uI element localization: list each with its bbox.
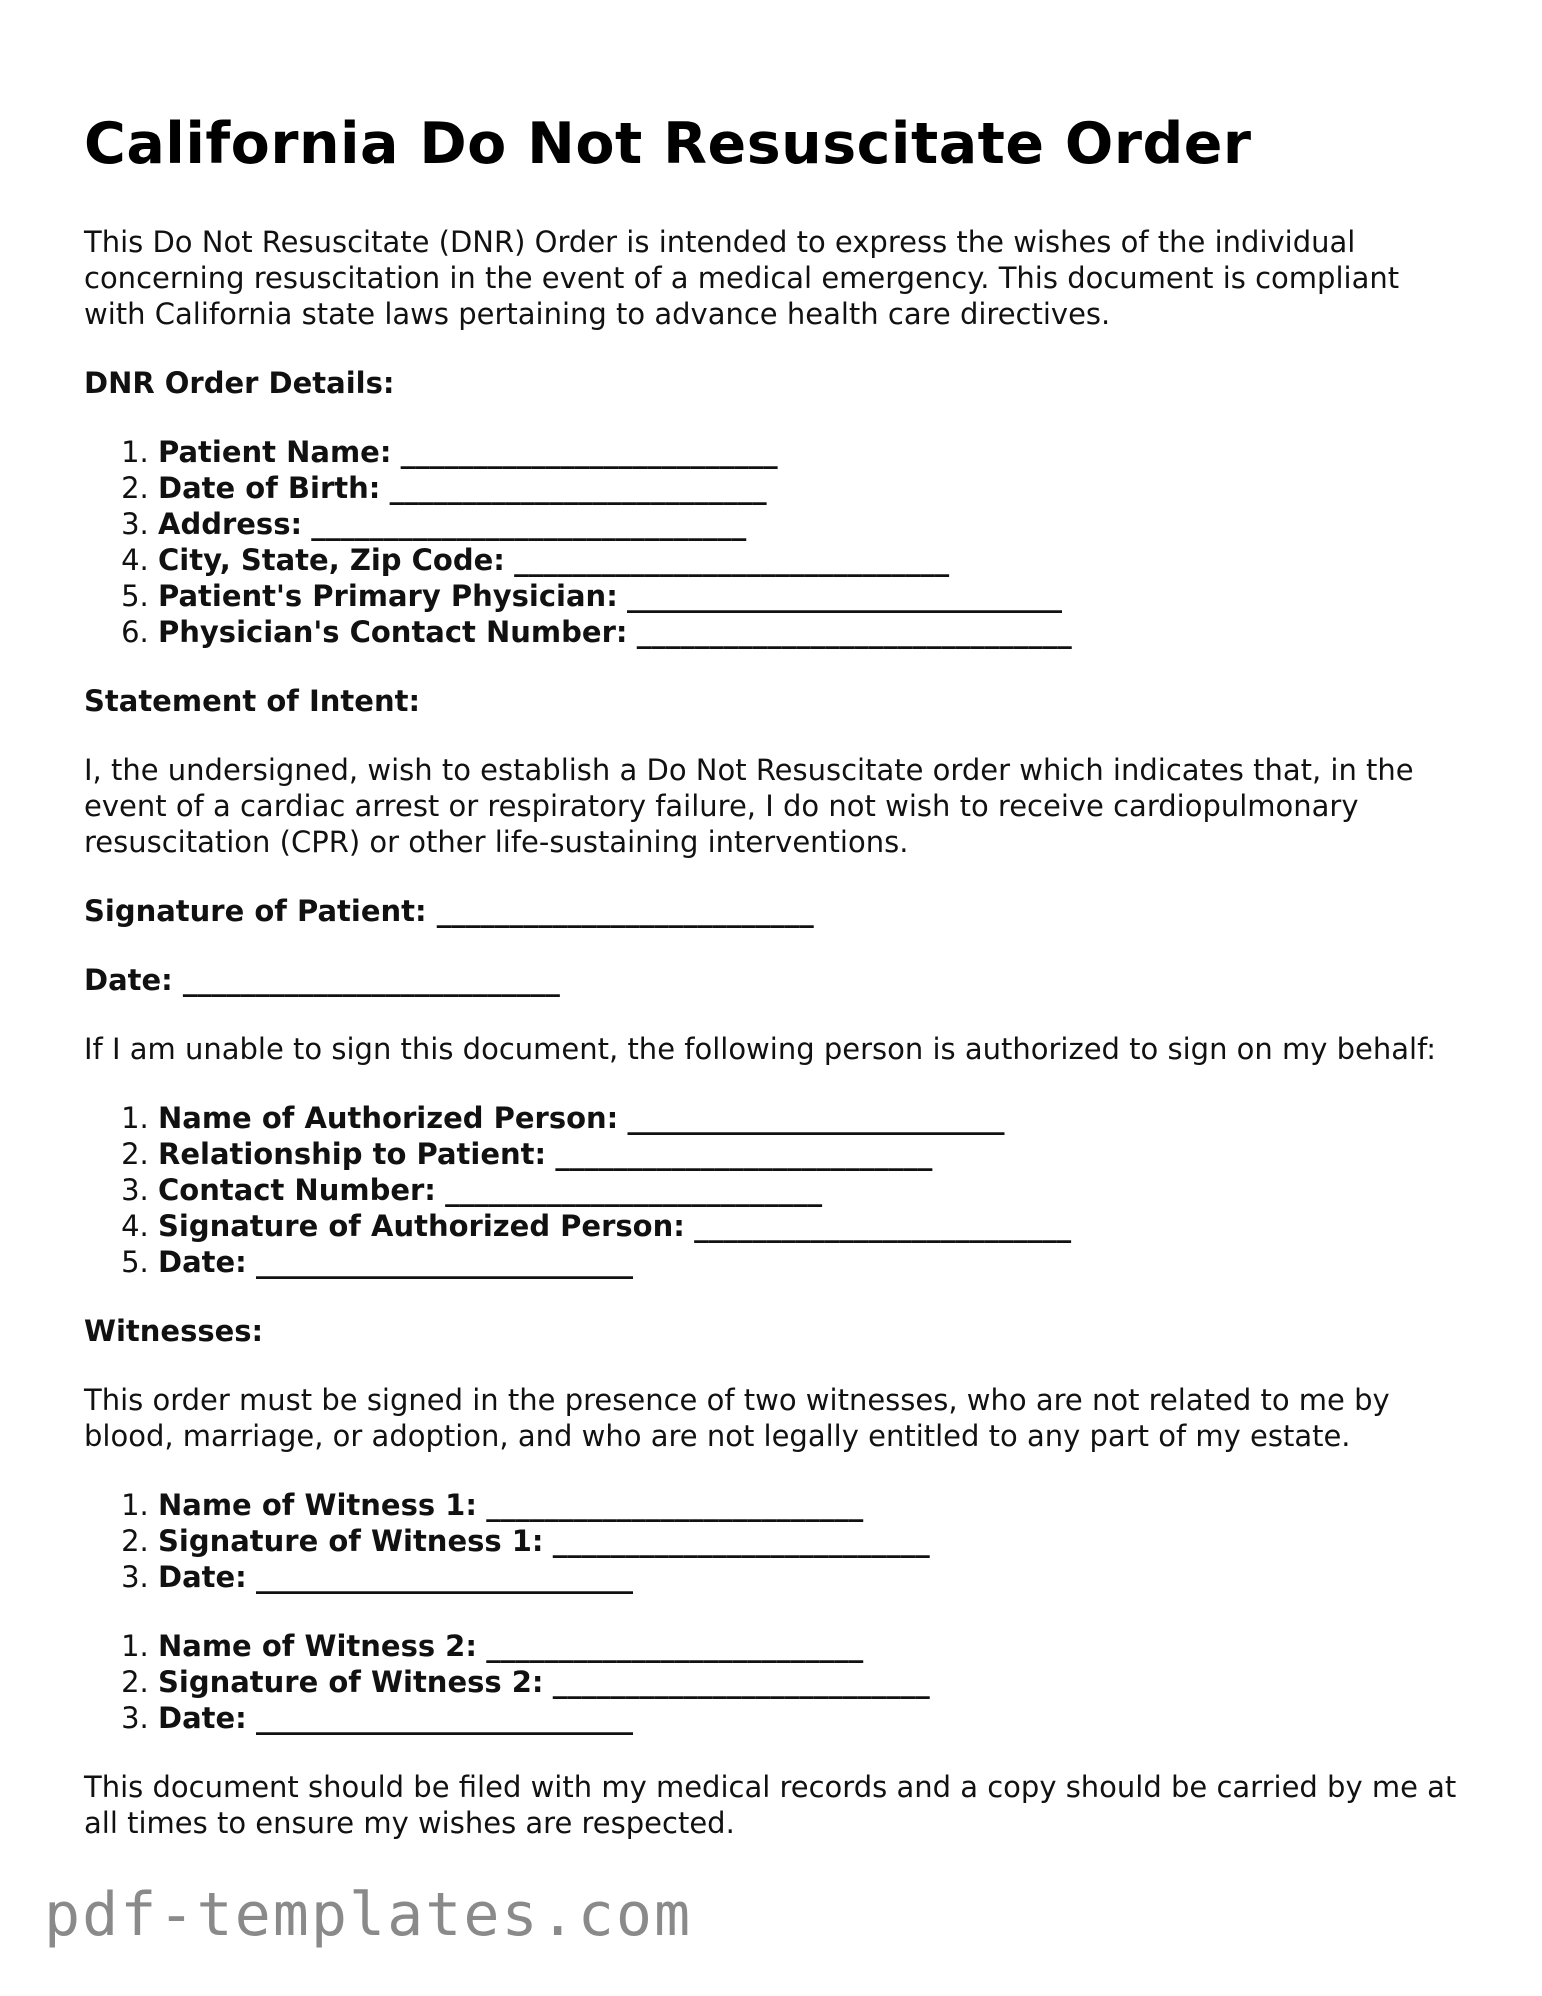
field-label: Address: (158, 507, 303, 541)
field-label: Name of Witness 2: (158, 1629, 477, 1663)
field-label: Patient's Primary Physician: (158, 579, 618, 613)
list-item (158, 434, 1464, 470)
intro-paragraph: This Do Not Resuscitate (DNR) Order is intended to express the wishes of the individual concerning resuscitation in the event of a medical emergency. This document is compliant with California state laws pertaining to advance health care directives. (84, 225, 1400, 331)
field-label: Physician's Contact Number: (158, 615, 628, 649)
list-item (158, 1244, 1464, 1280)
document-page (84, 104, 1464, 1874)
fill-line[interactable]: __________________________ (627, 1101, 1005, 1135)
field-label: Date: (158, 1701, 247, 1735)
witnesses-paragraph: This order must be signed in the presence of two witnesses, who are not related to me by blood, marriage, or adoption, and who are not legally entitled to any part of my estate. (84, 1383, 1390, 1453)
fill-line[interactable]: __________________________ (552, 1665, 930, 1699)
fill-line[interactable]: __________________________ (555, 1137, 933, 1171)
field-label: Signature of Authorized Person: (158, 1209, 685, 1243)
list-item (158, 1487, 1464, 1523)
field-label: Name of Witness 1: (158, 1488, 477, 1522)
list-item (158, 578, 1464, 614)
list-item (158, 1136, 1464, 1172)
field-label: Signature of Witness 1: (158, 1524, 544, 1558)
fill-line[interactable]: ______________________________ (627, 579, 1063, 613)
watermark: pdf-templates.com (44, 1880, 693, 1950)
field-label: Date: (158, 1245, 247, 1279)
patient-date-row (84, 962, 1464, 998)
list-item (158, 1208, 1464, 1244)
fill-line[interactable]: __________________________ (256, 1560, 633, 1594)
field-label: Patient Name: (158, 435, 392, 469)
intent-paragraph: I, the undersigned, wish to establish a Do Not Resuscitate order which indicates that, in the event of a cardiac arrest or respiratory failure, I do not wish to receive cardiopulmonary resuscitation (CPR) or other life-sustaining interventions. (84, 753, 1414, 859)
list-item (158, 1172, 1464, 1208)
list-item (158, 614, 1464, 650)
fill-line[interactable]: __________________________ (182, 963, 560, 997)
details-list (84, 434, 1464, 650)
authorized-list (84, 1100, 1464, 1280)
fill-line[interactable]: ______________________________ (311, 507, 747, 541)
closing-paragraph: This document should be filed with my medical records and a copy should be carried by me at all times to ensure my wishes are respected. (84, 1770, 1457, 1840)
patient-signature-row (84, 893, 1464, 929)
document-title: California Do Not Resuscitate Order (84, 111, 1252, 177)
authorized-paragraph: If I am unable to sign this document, the following person is authorized to sign on my behalf: (84, 1032, 1437, 1066)
list-item (158, 542, 1464, 578)
fill-line[interactable]: __________________________ (400, 435, 778, 469)
list-item (158, 1100, 1464, 1136)
field-label: Signature of Witness 2: (158, 1665, 544, 1699)
fill-line[interactable]: __________________________ (436, 894, 814, 928)
list-item (158, 1628, 1464, 1664)
field-label: Signature of Patient: (84, 894, 427, 928)
list-item (158, 1559, 1464, 1595)
witness1-list (84, 1487, 1464, 1595)
list-item (158, 470, 1464, 506)
fill-line[interactable]: __________________________ (445, 1173, 823, 1207)
fill-line[interactable]: __________________________ (256, 1701, 633, 1735)
list-item (158, 1700, 1464, 1736)
field-label: Contact Number: (158, 1173, 436, 1207)
list-item (158, 506, 1464, 542)
fill-line[interactable]: ______________________________ (636, 615, 1072, 649)
field-label: City, State, Zip Code: (158, 543, 505, 577)
intent-heading: Statement of Intent: (84, 684, 421, 718)
field-label: Relationship to Patient: (158, 1137, 547, 1171)
fill-line[interactable]: __________________________ (389, 471, 767, 505)
field-label: Date of Birth: (158, 471, 381, 505)
list-item (158, 1664, 1464, 1700)
field-label: Date: (158, 1560, 247, 1594)
field-label: Name of Authorized Person: (158, 1101, 619, 1135)
fill-line[interactable]: ______________________________ (514, 543, 950, 577)
witnesses-heading: Witnesses: (84, 1314, 264, 1348)
details-heading: DNR Order Details: (84, 366, 395, 400)
field-label: Date: (84, 963, 173, 997)
fill-line[interactable]: __________________________ (694, 1209, 1072, 1243)
witness2-list (84, 1628, 1464, 1736)
fill-line[interactable]: __________________________ (486, 1488, 864, 1522)
fill-line[interactable]: __________________________ (256, 1245, 633, 1279)
list-item (158, 1523, 1464, 1559)
fill-line[interactable]: __________________________ (552, 1524, 930, 1558)
fill-line[interactable]: __________________________ (486, 1629, 864, 1663)
